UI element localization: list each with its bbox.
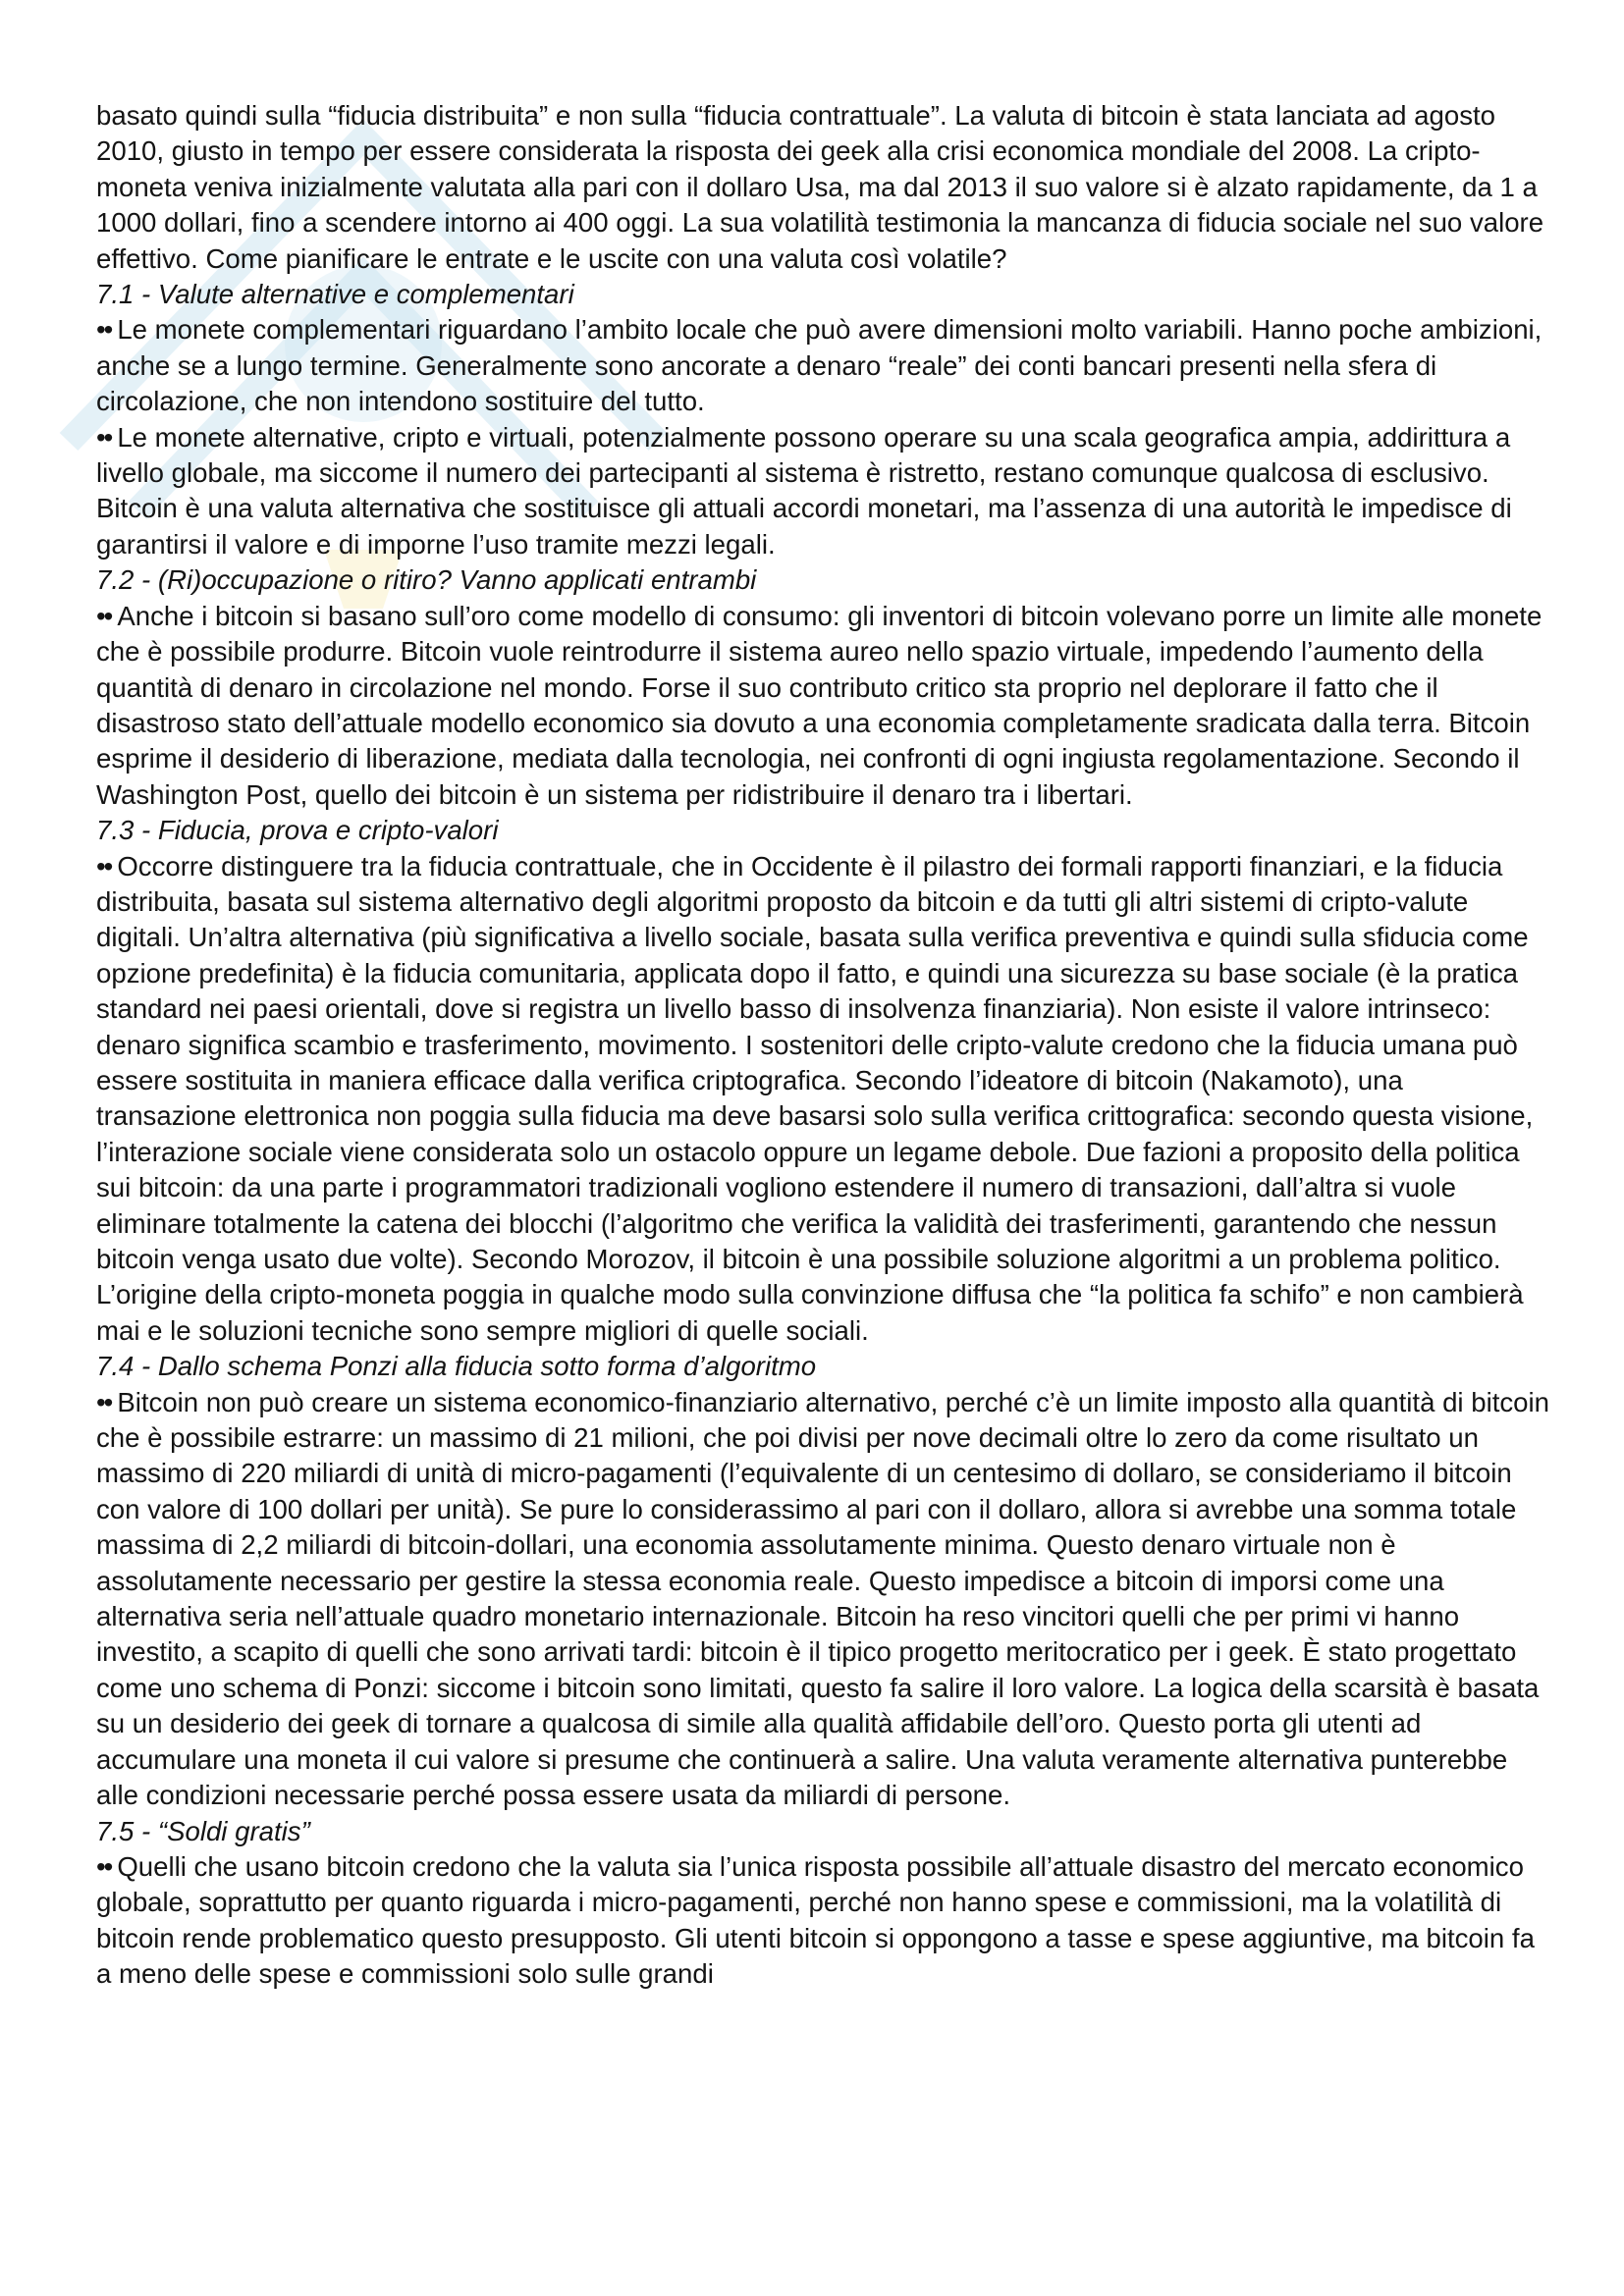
section-7-5-paragraph-1: •• Quelli che usano bitcoin credono che la valuta sia l’unica risposta possibile all’attuale disastro del mercato economico globale, soprattutto per quanto riguarda i micro-pagamenti, perché non hanno spese e commissioni, ma la volatilità di bitcoin rende problematico questo presupposto. Gli utenti bitcoin si oppongono a tasse e spese aggiuntive, ma bitcoin fa a meno delle spese e commissioni solo sulle grandi — [96, 1850, 1535, 1990]
section-heading-7-2: 7.2 - (Ri)occupazione o ritiro? Vanno applicati entrambi — [96, 564, 757, 596]
bullet-marker: •• — [96, 314, 112, 346]
section-heading-7-3: 7.3 - Fiducia, prova e cripto-valori — [96, 815, 499, 846]
section-7-1-paragraph-2: •• Le monete alternative, cripto e virtuali, potenzialmente possono operare su una scala geografica ampia, addirittura a livello globale, ma siccome il numero dei partecipanti al sistema è ristretto, restano comunque qualcosa di esclusivo. Bitcoin è una valuta alternativa che sostituisce gli attuali accordi monetari, ma l’assenza di una autorità le impedisce di garantirsi il valore e di imporne l’uso tramite mezzi legali. — [96, 421, 1512, 560]
bullet-marker: •• — [96, 1850, 112, 1882]
section-heading-7-4: 7.4 - Dallo schema Ponzi alla fiducia sotto forma d’algoritmo — [96, 1351, 817, 1382]
section-7-1-paragraph-1: •• Le monete complementari riguardano l’ambito locale che può avere dimensioni molto variabili. Hanno poche ambizioni, anche se a lungo termine. Generalmente sono ancorate a denaro “reale” dei conti bancari presenti nella sfera di circolazione, che non intendono sostituire del tutto. — [96, 314, 1543, 417]
section-7-4-paragraph-1: •• Bitcoin non può creare un sistema economico-finanziario alternativo, perché c’è un limite imposto alla quantità di bitcoin che è possibile estrarre: un massimo di 21 milioni, che poi divisi per nove decimali oltre lo zero da come risultato un massimo di 220 miliardi di unità di micro-pagamenti (l’equivalente di un centesimo di dollaro, se consideriamo il bitcoin con valore di 100 dollari per unità). Se pure lo considerassimo al pari con il dollaro, allora si avrebbe una somma totale massima di 2,2 miliardi di bitcoin-dollari, una economia assolutamente minima. Questo denaro virtuale non è assolutamente necessario per gestire la stessa economia reale. Questo impedisce a bitcoin di imporsi come una alternativa seria nell’attuale quadro monetario internazionale. Bitcoin ha reso vincitori quelli che per primi vi hanno investito, a scapito di quelli che sono arrivati tardi: bitcoin è il tipico progetto meritocratico per i geek. È stato progettato come uno schema di Ponzi: siccome i bitcoin sono limitati, questo fa salire il loro valore. La logica della scarsità è basata su un desiderio dei geek di tornare a qualcosa di simile alla qualità affidabile dell’oro. Questo porta gli utenti ad accumulare una moneta il cui valore si presume che continuerà a salire. Una valuta veramente alternativa punterebbe alle condizioni necessarie perché possa essere usata da miliardi di persone. — [96, 1386, 1549, 1811]
bullet-marker: •• — [96, 850, 112, 881]
bullet-marker: •• — [96, 600, 112, 631]
section-heading-7-1: 7.1 - Valute alternative e complementari — [96, 279, 574, 310]
section-7-2-paragraph-1: •• Anche i bitcoin si basano sull’oro come modello di consumo: gli inventori di bitcoin volevano porre un limite alle monete che è possibile produrre. Bitcoin vuole reintrodurre il sistema aureo nello spazio virtuale, impedendo l’aumento della quantità di denaro in circolazione nel mondo. Forse il suo contributo critico sta proprio nel deplorare il fatto che il disastroso stato dell’attuale modello economico sia dovuto a una economia completamente sradicata dalla terra. Bitcoin esprime il desiderio di liberazione, mediata dalla tecnologia, nei confronti di ogni ingiusta regolamentazione. Secondo il Washington Post, quello dei bitcoin è un sistema per ridistribuire il denaro tra i libertari. — [96, 600, 1543, 810]
bullet-marker: •• — [96, 421, 112, 453]
section-7-3-paragraph-1: •• Occorre distinguere tra la fiducia contrattuale, che in Occidente è il pilastro dei formali rapporti finanziari, e la fiducia distribuita, basata sul sistema alternativo degli algoritmi proposto da bitcoin e da tutti gli altri sistemi di cripto-valute digitali. Un’altra alternativa (più significativa a livello sociale, basata sulla verifica preventiva e quindi sulla sfiducia come opzione predefinita) è la fiducia comunitaria, applicata dopo il fatto, e quindi una sicurezza su base sociale (è la pratica standard nei paesi orientali, dove si registra un livello basso di insolvenza finanziaria). Non esiste il valore intrinseco: denaro significa scambio e trasferimento, movimento. I sostenitori delle cripto-valute credono che la fiducia umana può essere sostituita in maniera efficace dalla verifica criptografica. Secondo l’ideatore di bitcoin (Nakamoto), una transazione elettronica non poggia sulla fiducia ma deve basarsi solo sulla verifica crittografica: secondo questa visione, l’interazione sociale viene considerata solo un ostacolo oppure un legame debole. Due fazioni a proposito della politica sui bitcoin: da una parte i programmatori tradizionali vogliono estendere il numero di transazioni, dall’altra si vuole eliminare totalmente la catena dei blocchi (l’algoritmo che verifica la validità dei trasferimenti, garantendo che nessun bitcoin venga usato due volte). Secondo Morozov, il bitcoin è una possibile soluzione algoritmi a un problema politico. L’origine della cripto-moneta poggia in qualche modo sulla convinzione diffusa che “la politica fa schifo” e non cambierà mai e le soluzioni tecniche sono sempre migliori di quelle sociali. — [96, 850, 1534, 1346]
section-heading-7-5: 7.5 - “Soldi gratis” — [96, 1815, 310, 1846]
intro-paragraph: basato quindi sulla “fiducia distribuita” e non sulla “fiducia contrattuale”. La valuta di bitcoin è stata lanciata ad agosto 2010, giusto in tempo per essere considerata la risposta dei geek alla crisi economica mondiale del 2008. La cripto-moneta veniva inizialmente valutata alla pari con il dollaro Usa, ma dal 2013 il suo valore si è alzato rapidamente, da 1 a 1000 dollari, fino a scendere intorno ai 400 oggi. La sua volatilità testimonia la mancanza di fiducia sociale nel suo valore effettivo. Come pianificare le entrate e le uscite con una valuta così volatile? — [96, 100, 1544, 274]
bullet-marker: •• — [96, 1386, 112, 1417]
document-body — [96, 0, 1549, 1993]
